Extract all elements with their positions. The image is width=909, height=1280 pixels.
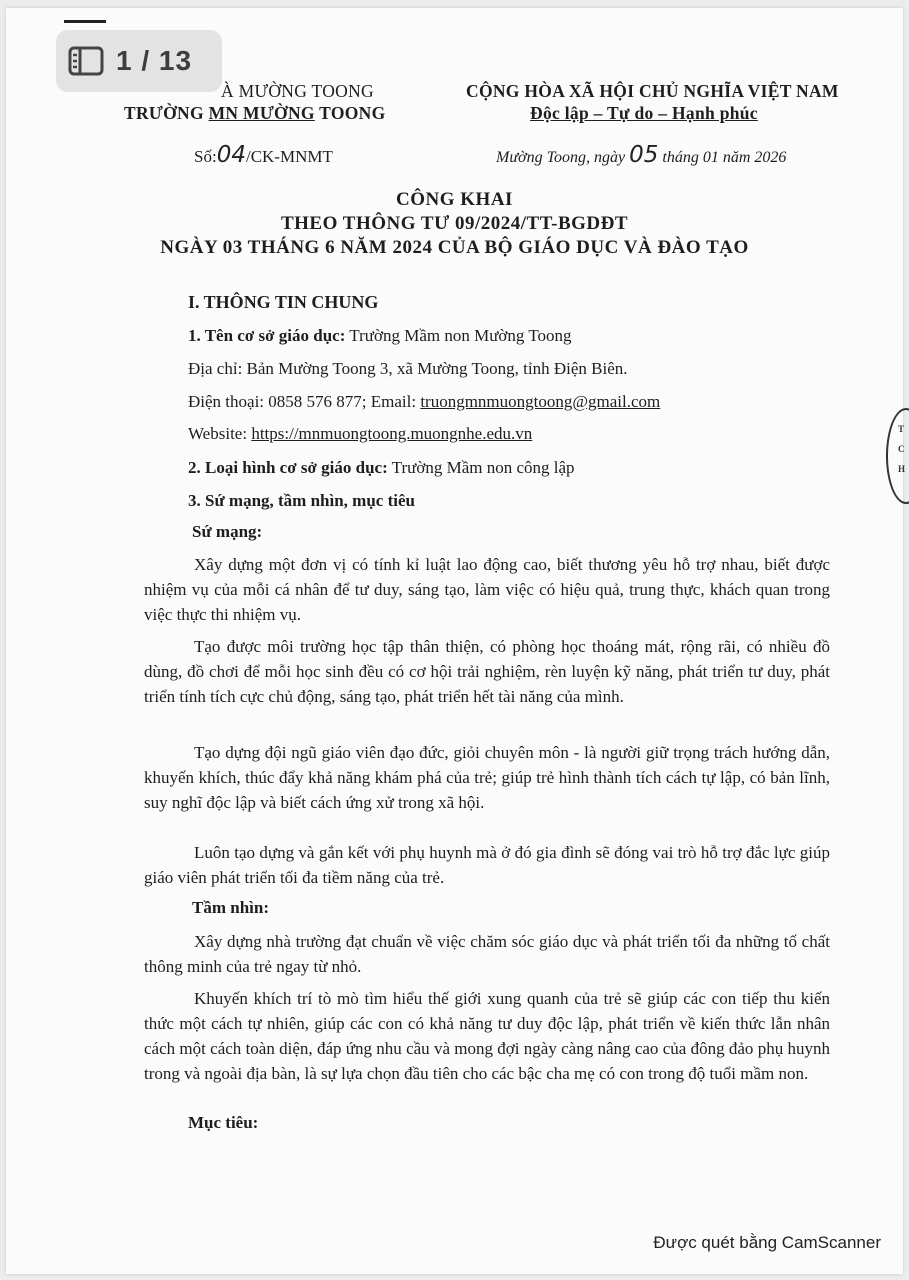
mission-paragraph-1: Xây dựng một đơn vị có tính kỉ luật lao động cao, biết thương yêu hỗ trợ nhau, biết được nhiệm vụ của mỗi cá nhân để tư duy, sáng tạo, làm việc có hiệu quả, trung thực, khách quan trong việc thực thi nhiệm vụ. [144,555,830,624]
country-name: CỘNG HÒA XÃ HỘI CHỦ NGHĨA VIỆT NAM [466,81,839,101]
vision-heading: Tầm nhìn: [192,898,269,917]
website-line: Website: https://mnmuongtoong.muongnhe.edu.vn [188,424,533,443]
school-name: TRƯỜNG MN MƯỜNG TOONG [124,103,386,123]
vision-paragraph-1: Xây dựng nhà trường đạt chuẩn về việc chăm sóc giáo dục và phát triển tối đa những tố chất thông minh của trẻ ngay từ nhỏ. [144,932,830,976]
document-page [6,8,906,1274]
mission-paragraph-2: Tạo được môi trường học tập thân thiện, có phòng học thoáng mát, rộng rãi, có nhiều đồ dùng, đồ chơi để mỗi học sinh đều có cơ hội trải nghiệm, rèn luyện kỹ năng, phát triển tư duy, phát triển tính tích cực chủ động, sáng tạo, phát triển hết tài năng của mình. [144,637,830,706]
goals-heading: Mục tiêu: [188,1113,259,1132]
mission-heading: Sứ mạng: [192,522,263,541]
mission-paragraph-4: Luôn tạo dựng và gắn kết với phụ huynh mà ở đó gia đình sẽ đóng vai trò hỗ trợ đắc lực giúp giáo viên phát triển tối đa tiềm năng của trẻ. [144,843,830,887]
pages-icon [68,46,104,76]
scan-mark [64,20,106,23]
side-stamp: T C H [886,408,909,504]
document-date: Mường Toong, ngày 05 tháng 01 năm 2026 [496,142,787,168]
national-motto: Độc lập – Tự do – Hạnh phúc [530,103,758,123]
page-indicator[interactable] [56,30,222,92]
doc-subtitle-1: THEO THÔNG TƯ 09/2024/TT-BGDĐT [280,213,629,234]
doc-title: CÔNG KHAI [396,189,513,210]
scanner-watermark: Được quét bằng CamScanner [653,1233,881,1252]
mission-vision-heading: 3. Sứ mạng, tầm nhìn, mục tiêu [188,491,415,510]
document-number: Số:04/CK-MNMT [194,142,333,168]
contact-line: Điện thoại: 0858 576 877; Email: truongmnmuongtoong@gmail.com [188,392,661,411]
website-link[interactable]: https://mnmuongtoong.muongnhe.edu.vn [251,424,533,443]
school-name-line: 1. Tên cơ sở giáo dục: Trường Mầm non Mường Toong [188,326,572,345]
mission-paragraph-3: Tạo dựng đội ngũ giáo viên đạo đức, giỏi chuyên môn - là người giữ trọng trách hướng dẫn, khuyến khích, thúc đẩy khả năng khám phá của trẻ; giúp trẻ hình thành tích cách tự lập, có bản lĩnh, suy nghĩ độc lập và biết cách ứng xử trong xã hội. [144,743,830,812]
school-type-line: 2. Loại hình cơ sở giáo dục: Trường Mầm non công lập [188,458,575,477]
doc-subtitle-2: NGÀY 03 THÁNG 6 NĂM 2024 CỦA BỘ GIÁO DỤC VÀ ĐÀO TẠO [160,237,749,258]
agency-name: À MƯỜNG TOONG [221,81,374,101]
address-line: Địa chỉ: Bản Mường Toong 3, xã Mường Toong, tỉnh Điện Biên. [188,359,628,378]
vision-paragraph-2: Khuyến khích trí tò mò tìm hiểu thế giới xung quanh của trẻ sẽ giúp các con tiếp thu kiến thức một cách tự nhiên, giúp các con có khả năng tư duy độc lập, phát triển về kiến thức lẫn nhân cách một cách toàn diện, đáp ứng nhu cầu và mong đợi ngày càng nâng cao của đông đảo phụ huynh trong và ngoài địa bàn, là sự lựa chọn đầu tiên cho các bậc cha mẹ có con trong độ tuổi mầm non. [144,989,830,1083]
section-heading: I. THÔNG TIN CHUNG [188,292,379,312]
email-link[interactable]: truongmnmuongtoong@gmail.com [420,392,661,411]
page-count: 1 / 13 [116,45,193,76]
